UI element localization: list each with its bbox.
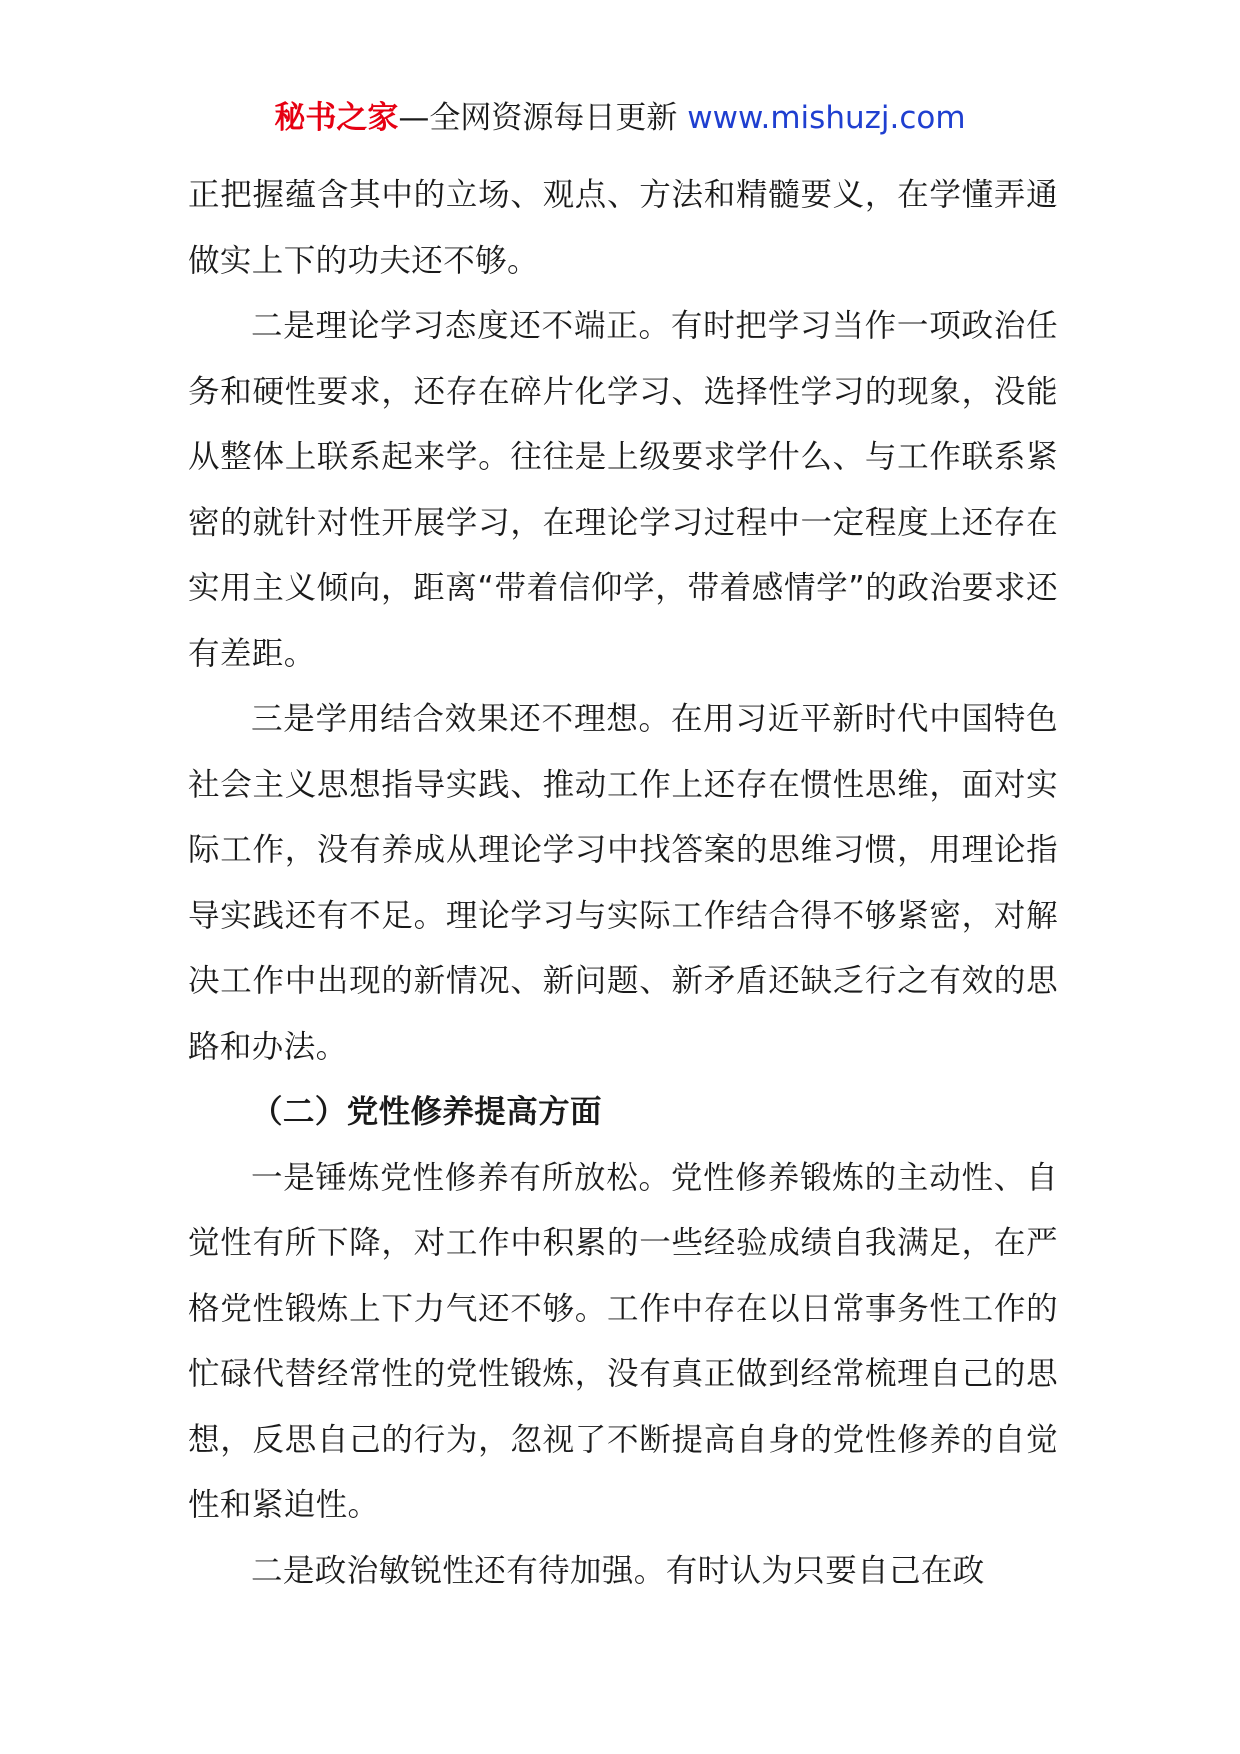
paragraph-study-application: 三是学用结合效果还不理想。在用习近平新时代中国特色社会主义思想指导实践、推动工作上还存在惯性思维，面对实际工作，没有养成从理论学习中找答案的思维习惯，用理论指导实践还有不足。理论学习与实际工作结合得不够紧密，对解决工作中出现的新情况、新问题、新矛盾还缺乏行之有效的思路和办法。: [188, 701, 1058, 1065]
document-body: [188, 163, 1058, 1604]
section-heading: （二）党性修养提高方面: [251, 1094, 602, 1130]
header-brand: 秘书之家: [274, 100, 399, 136]
header-url-link[interactable]: www.mishuzj.com: [687, 100, 966, 136]
page-header: [0, 98, 1240, 138]
header-tagline: —全网资源每日更新: [398, 100, 678, 136]
paragraph-political-sensitivity: 二是政治敏锐性还有待加强。有时认为只要自己在政: [251, 1552, 985, 1589]
paragraph-study-attitude: 二是理论学习态度还不端正。有时把学习当作一项政治任务和硬性要求，还存在碎片化学习、选择性学习的现象，没能从整体上联系起来学。往往是上级要求学什么、与工作联系紧密的就针对性开展学习，在理论学习过程中一定程度上还存在实用主义倾向，距离“带着信仰学，带着感情学”的政治要求还有差距。: [188, 308, 1058, 672]
paragraph-continuation: 正把握蕴含其中的立场、观点、方法和精髓要义，在学懂弄通做实上下的功夫还不够。: [188, 177, 1058, 279]
paragraph-party-cultivation: 一是锤炼党性修养有所放松。党性修养锻炼的主动性、自觉性有所下降，对工作中积累的一些经验成绩自我满足，在严格党性锻炼上下力气还不够。工作中存在以日常事务性工作的忙碌代替经常性的党性锻炼，没有真正做到经常梳理自己的思想，反思自己的行为，忽视了不断提高自身的党性修养的自觉性和紧迫性。: [188, 1159, 1058, 1523]
